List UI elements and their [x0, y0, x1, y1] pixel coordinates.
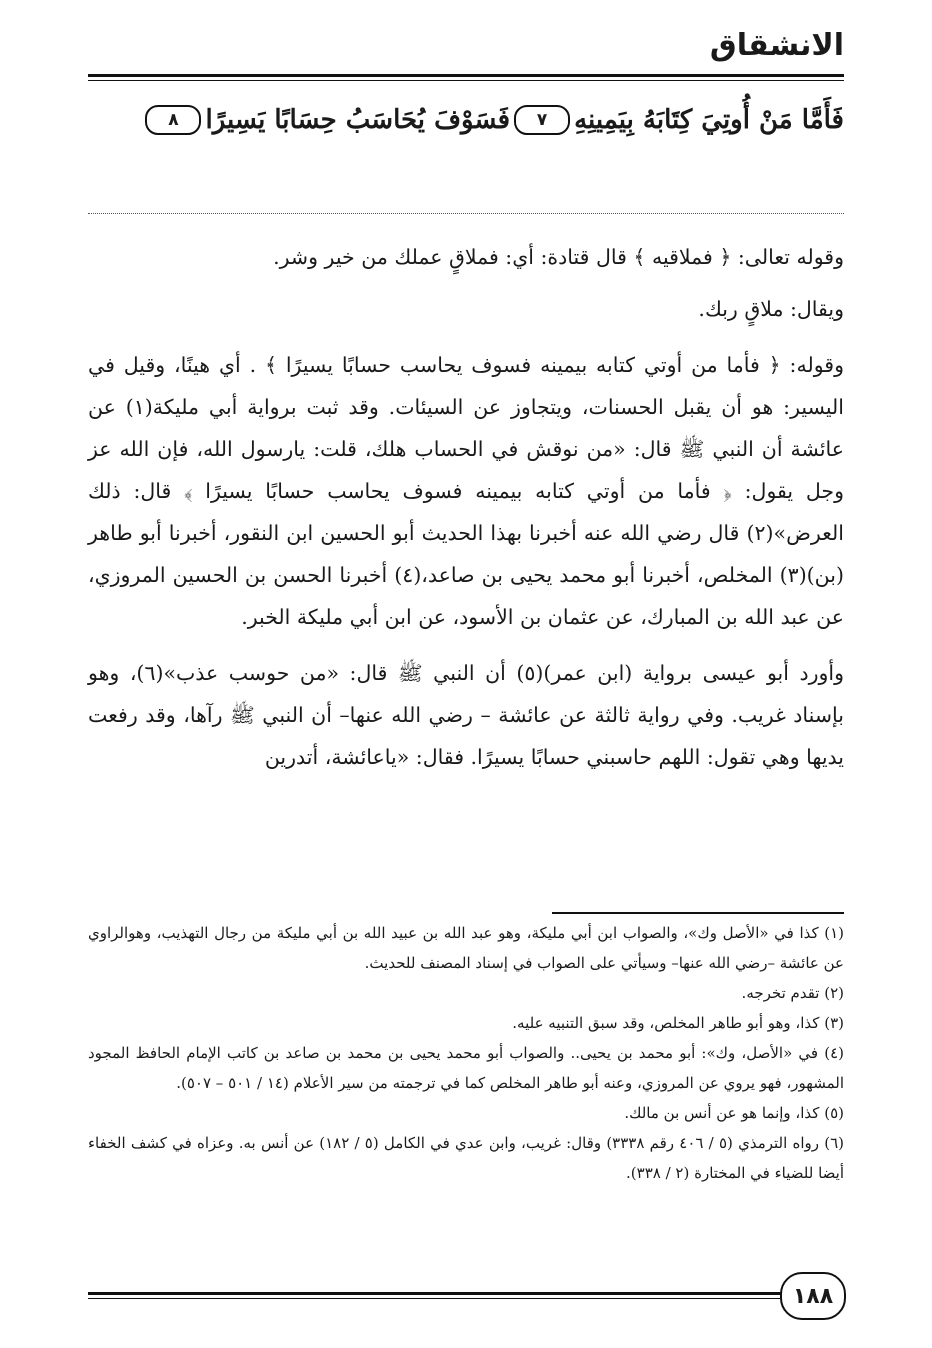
footnote-rule [552, 912, 844, 914]
page-number: ١٨٨ [780, 1272, 846, 1320]
footnote: (١) كذا في «الأصل وك»، والصواب ابن أبي مليكة، وهو عبد الله بن عبيد الله بن أبي مليكة من رجال التهذيب، وهوالراوي عن عائشة –رضي الله عنها– وسيأتي على الصواب في إسناد المصنف للحديث. [88, 924, 844, 972]
surah-title: الانشقاق [709, 28, 844, 63]
footnotes [88, 918, 844, 1188]
footnote: (٤) في «الأصل، وك»: أبو محمد بن يحيى.. والصواب أبو محمد يحيى بن محمد بن صاعد بن كاتب الإمام الحافظ المجود المشهور، فهو يروي عن المروزي، وعنه أبو طاهر المخلص كما في ترجمته من سير الأعلام (١٤ / ٥٠١ – ٥٠٧). [88, 1044, 844, 1092]
header-rule-thin [88, 80, 844, 81]
paragraph: ويقال: ملاقٍ ربك. [698, 297, 844, 321]
ayah-number-marker: ٨ [145, 105, 201, 135]
paragraph: وقوله: ﴿ فأما من أوتي كتابه بيمينه فسوف يحاسب حسابًا يسيرًا ﴾ . أي هينًا، وقيل في اليسير: هو أن يقبل الحسنات، ويتجاوز عن السيئات. وقد ثبت برواية أبي مليكة(١) عن عائشة أن النبي ﷺ قال: «من نوقش في الحساب هلك، قلت: يارسول الله، فإن الله عز وجل يقول: ﴿ فأما من أوتي كتابه بيمينه فسوف يحاسب حسابًا يسيرًا ﴾ قال: ذلك العرض»(٢) قال رضي الله عنه أخبرنا بهذا الحديث أبو الحسين ابن النقور، أخبرنا أبو طاهر (بن)(٣) المخلص، أخبرنا أبو محمد يحيى بن صاعد،(٤) أخبرنا الحسن بن الحسين المروزي، عن عبد الله بن المبارك، عن عثمان بن الأسود، عن ابن أبي مليكة الخبر. [88, 353, 844, 629]
footnote: (٦) رواه الترمذي (٥ / ٤٠٦ رقم ٣٣٣٨) وقال: غريب، وابن عدي في الكامل (٥ / ١٨٢) عن أنس به. وعزاه في كشف الخفاء أيضا للضياء في المختارة (٢ / ٣٣٨). [88, 1134, 845, 1182]
footnote: (٥) كذا، وإنما هو عن أنس بن مالك. [624, 1104, 844, 1122]
verse-part-1: فَأَمَّا مَنْ أُوتِيَ كِتَابَهُ بِيَمِينِهِ [574, 105, 844, 135]
verse-part-2: فَسَوْفَ يُحَاسَبُ حِسَابًا يَسِيرًا [205, 105, 511, 135]
footer-rule-thin [88, 1298, 784, 1299]
dotted-separator [88, 213, 844, 214]
footer-rule [88, 1292, 784, 1295]
quran-verse-line [88, 98, 844, 142]
paragraph: وقوله تعالى: ﴿ فملاقيه ﴾ قال قتادة: أي: فملاقٍ عملك من خير وشر. [273, 245, 844, 269]
footnote: (٣) كذا، وهو أبو طاهر المخلص، وقد سبق التنبيه عليه. [512, 1014, 844, 1032]
header-rule [88, 74, 844, 77]
commentary-text [88, 236, 844, 778]
ayah-number-marker: ٧ [514, 105, 570, 135]
footnote: (٢) تقدم تخرجه. [741, 984, 844, 1002]
paragraph: وأورد أبو عيسى برواية (ابن عمر)(٥) أن النبي ﷺ قال: «من حوسب عذب»(٦)، وهو بإسناد غريب. وفي رواية ثالثة عن عائشة – رضي الله عنها– أن النبي ﷺ رآها، وقد رفعت يديها وهي تقول: اللهم حاسبني حسابًا يسيرًا. فقال: «ياعائشة، أتدرين [88, 661, 844, 769]
